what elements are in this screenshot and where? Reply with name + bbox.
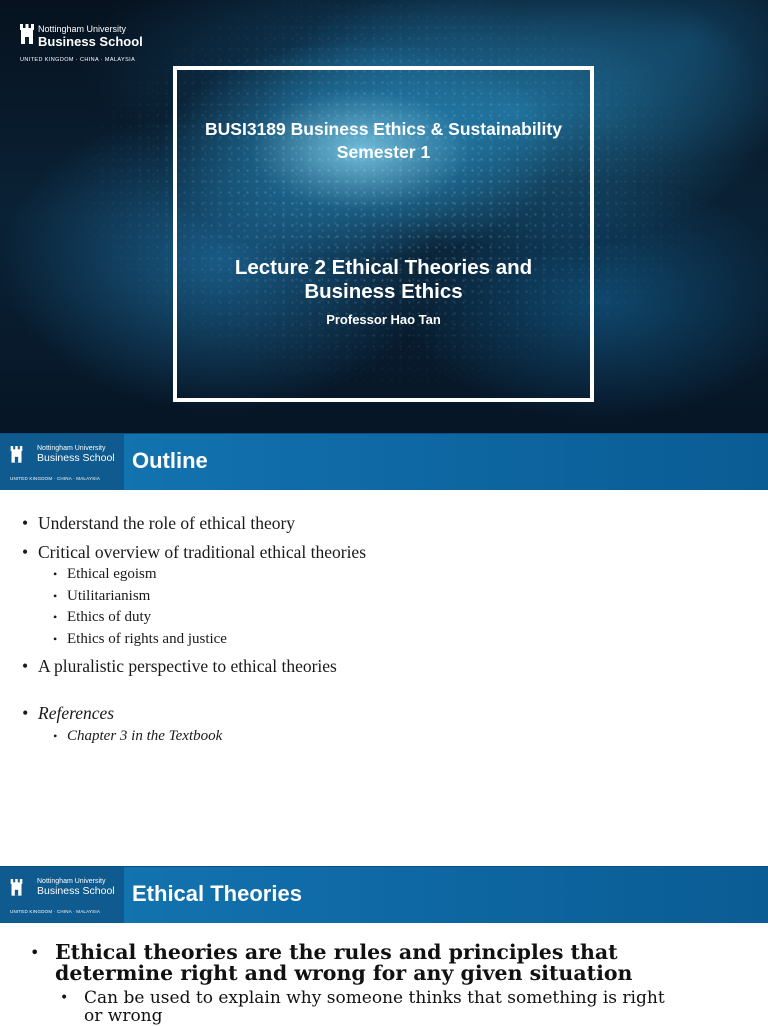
logo-university-text: Nottingham University <box>37 878 106 885</box>
list-item: • Ethics of rights and justice <box>22 629 366 651</box>
professor-name: Professor Hao Tan <box>326 312 441 327</box>
course-title: BUSI3189 Business Ethics & Sustainability <box>205 119 562 139</box>
list-item: • Critical overview of traditional ethical theories <box>22 541 366 563</box>
list-item: • Utilitarianism <box>22 586 366 608</box>
list-item: • Ethical egoism <box>22 564 366 586</box>
title-frame <box>173 66 594 402</box>
slide-heading: Ethical Theories <box>132 881 302 906</box>
list-item: • Ethics of duty <box>22 607 366 629</box>
title-slide <box>0 0 768 433</box>
logo-countries-text: UNITED KINGDOM · CHINA · MALAYSIA <box>10 909 101 914</box>
list-item: • References <box>22 702 366 724</box>
list-item: • Can be used to explain why someone thinks that something is right or wrong <box>30 989 684 1025</box>
ethical-theories-list <box>30 942 740 1025</box>
header-logo-cell <box>0 867 124 923</box>
ethical-theories-header <box>0 866 768 923</box>
logo-school-text: Business School <box>38 34 143 49</box>
logo-countries-text: UNITED KINGDOM · CHINA · MALAYSIA <box>20 57 136 63</box>
header-logo-cell <box>0 434 124 490</box>
university-crest-icon <box>10 446 23 466</box>
university-crest-icon <box>10 879 23 899</box>
logo-university-text: Nottingham University <box>37 445 106 452</box>
slide-heading: Outline <box>132 448 208 473</box>
list-item: • Understand the role of ethical theory <box>22 512 366 534</box>
outline-list <box>22 512 366 748</box>
semester-label: Semester 1 <box>336 142 431 162</box>
logo-school-text: Business School <box>37 452 115 464</box>
list-item: • Chapter 3 in the Textbook <box>22 726 366 748</box>
list-item: • A pluralistic perspective to ethical theories <box>22 655 366 677</box>
outline-header <box>0 433 768 490</box>
logo-school-text: Business School <box>37 885 115 897</box>
logo-countries-text: UNITED KINGDOM · CHINA · MALAYSIA <box>10 476 101 481</box>
university-crest-icon <box>20 24 34 48</box>
list-item: • Ethical theories are the rules and principles that determine right and wrong for any given situation <box>30 942 740 984</box>
lecture-title: Lecture 2 Ethical Theories and Business Ethics <box>234 256 533 303</box>
logo-university-text: Nottingham University <box>38 24 127 34</box>
